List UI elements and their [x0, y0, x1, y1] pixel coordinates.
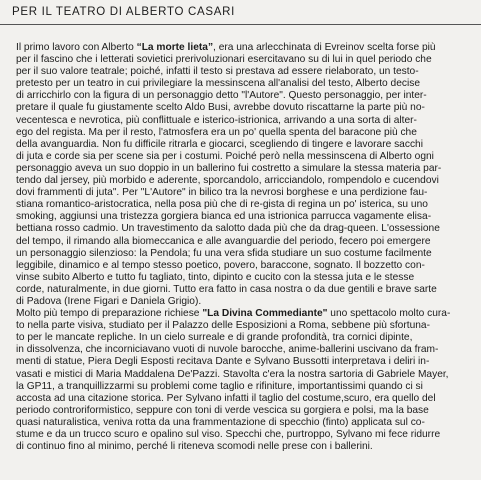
text-run: to nella parte visiva, studiato per il Palazzo delle Esposizioni a Roma, sebbene più sfortuna-	[16, 320, 430, 332]
text-line	[16, 369, 468, 381]
text-run: accosta ad una citazione storica. Per Sylvano infatti il taglio del costume,scuro, era quello del	[16, 392, 436, 404]
text-run: quasi naturalistica, veniva rotta da una frammentazione di specchio (finto) applicata sul co-	[16, 416, 425, 428]
text-line	[16, 42, 468, 54]
paragraph	[16, 42, 468, 308]
text-line	[16, 356, 468, 368]
text-run: dovi frammenti di juta". Per "L'Autore" in bilico tra la nevrosi borghese e una perdizione fau-	[16, 187, 428, 199]
text-line	[16, 102, 468, 114]
paragraph	[16, 308, 468, 453]
text-run: corde, naturalmente, in due giorni. Tutto era fatto in casa nostra o da due gentili e brave sarte	[16, 283, 437, 295]
text-run: personaggio aveva un suo doppio in un ballerino fui costretto a simulare la stessa materia par-	[16, 162, 442, 174]
text-run: vecentesca e nevrotica, più conflittuale e isterico-istrionica, arrivando a una sorta di alter-	[16, 114, 417, 126]
text-run: la GP11, a tranquillizzarmi su problemi come taglio e rifiniture, importantissimi quando ci si	[16, 380, 423, 392]
text-line	[16, 320, 468, 332]
text-line	[16, 236, 468, 248]
body-text	[16, 42, 468, 453]
text-line	[16, 115, 468, 127]
text-run: di juta e corde sia per scene sia per i costumi. Poiché però nella messinscena di Alberto ogni	[16, 150, 434, 162]
text-line	[16, 78, 468, 90]
text-line	[16, 248, 468, 260]
text-line	[16, 381, 468, 393]
text-line	[16, 187, 468, 199]
text-run: bettiana rosso cadmio. Un travestimento da salotto dada più che da drag-queen. L'ossessione	[16, 223, 440, 235]
bold-title: “La morte lieta”	[136, 42, 214, 53]
text-run: in dissolvenza, che incorniciavano vuoti di nuvole barocche, anime-ballerini uscivano da fram-	[16, 344, 439, 356]
text-line	[16, 296, 468, 308]
text-run: vinse subito Alberto e tutto fu tagliato, tinto, dipinto e cucito con la stessa juta e le stesse	[16, 271, 415, 283]
text-run: to per le mancate repliche. In un cielo surreale e di grande profondità, tra cornici dipinte,	[16, 332, 413, 344]
text-line	[16, 54, 468, 66]
text-line	[16, 344, 468, 356]
text-run: per il suo valore teatrale; poiché, infatti il testo si prestava ad essere rielaborato, un testo-	[16, 66, 419, 78]
text-line	[16, 417, 468, 429]
text-run: stume e da un trucco scuro e opalino sul viso. Specchi che, purtroppo, Sylvano mi fece ridurre	[16, 429, 441, 440]
text-run: di Padova (Irene Figari e Daniela Grigio).	[16, 295, 202, 307]
text-run: del tempo, il rimando alla biomeccanica e alle avanguardie del periodo, fecero poi emergere	[16, 235, 431, 247]
text-line	[16, 175, 468, 187]
text-run: uno spettacolo molto cura-	[327, 308, 451, 320]
text-run: di arricchirlo con la figura di un personaggio detto "l'Autore". Questo personaggio, per inter-	[16, 90, 427, 102]
text-line	[16, 223, 468, 235]
text-run: tendo dal jersey, più morbido e aderente, sporcandolo, arricciandolo, rompendolo e cucendovi	[16, 175, 439, 187]
text-line	[16, 332, 468, 344]
text-run: , era una arlecchinata di Evreinov scelta forse più	[213, 42, 436, 53]
text-run: pretesto per un teatro in cui privilegiare la messinscena all'analisi del testo, Alberto decise	[16, 78, 421, 90]
bold-title: "La Divina Commediante"	[202, 308, 328, 320]
text-line	[16, 260, 468, 272]
page-title: PER IL TEATRO DI ALBERTO CASARI	[12, 6, 236, 18]
text-line	[16, 272, 468, 284]
text-run: Molto più tempo di preparazione richiese	[16, 308, 203, 320]
text-line	[16, 163, 468, 175]
text-run: di continuo fino al minimo, perché li riteneva scomodi nelle prese con i ballerini.	[16, 441, 373, 453]
text-run: vasati e mistici di Maria Maddalena De'Pazzi. Stavolta c'era la nostra sartoria di Gabriele Mayer,	[16, 368, 449, 380]
text-line	[16, 127, 468, 139]
text-line	[16, 90, 468, 102]
text-run: della avanguardia. Non fu difficile ritrarla e giocarci, scegliendo di tingere e lavorare sacchi	[16, 138, 423, 150]
text-run: menti di statue, Piera Degli Esposti recitava Dante e Sylvano Bussotti interpretava i deliri in-	[16, 356, 430, 368]
text-line	[16, 66, 468, 78]
text-run: leggibile, dinamico e al tempo stesso poetico, povero, baraccone, sognato. Il bozzetto con-	[16, 259, 425, 271]
text-run: un personaggio silenzioso: la Pendola; fu una vera sfida studiare un suo costume facilmente	[16, 247, 432, 259]
text-run: pretare il quale fu giustamente scelto Aldo Busi, avrebbe dovuto riscattarne la parte più no-	[16, 102, 425, 114]
text-run: smoking, aggiunsi una tristezza gorgiera bianca ed una istrionica parrucca vagamente elisa-	[16, 211, 432, 223]
text-run: per il fascino che i letterati sovietici prerivoluzionari esercitavano su di lui in quel periodo che	[16, 54, 432, 66]
text-run: periodo controriformistico, seppure con toni di verde vescica su gorgiera e polsi, ma la base	[16, 404, 429, 416]
title-divider	[0, 24, 481, 25]
text-run: ego del regista. Ma per il resto, l'atmosfera era un po' quella spenta del baracone più che	[16, 126, 417, 138]
text-run: Il primo lavoro con Alberto	[16, 42, 137, 53]
text-line	[16, 199, 468, 211]
text-line	[16, 151, 468, 163]
text-line	[16, 393, 468, 405]
text-line	[16, 211, 468, 223]
text-line	[16, 284, 468, 296]
text-line	[16, 308, 468, 320]
text-line	[16, 441, 468, 453]
text-line	[16, 139, 468, 151]
text-line	[16, 429, 468, 441]
text-line	[16, 405, 468, 417]
text-run: stiana romantico-aristocratica, nella posa più che di re-gista di regina un po' isterica, su uno	[16, 199, 428, 211]
